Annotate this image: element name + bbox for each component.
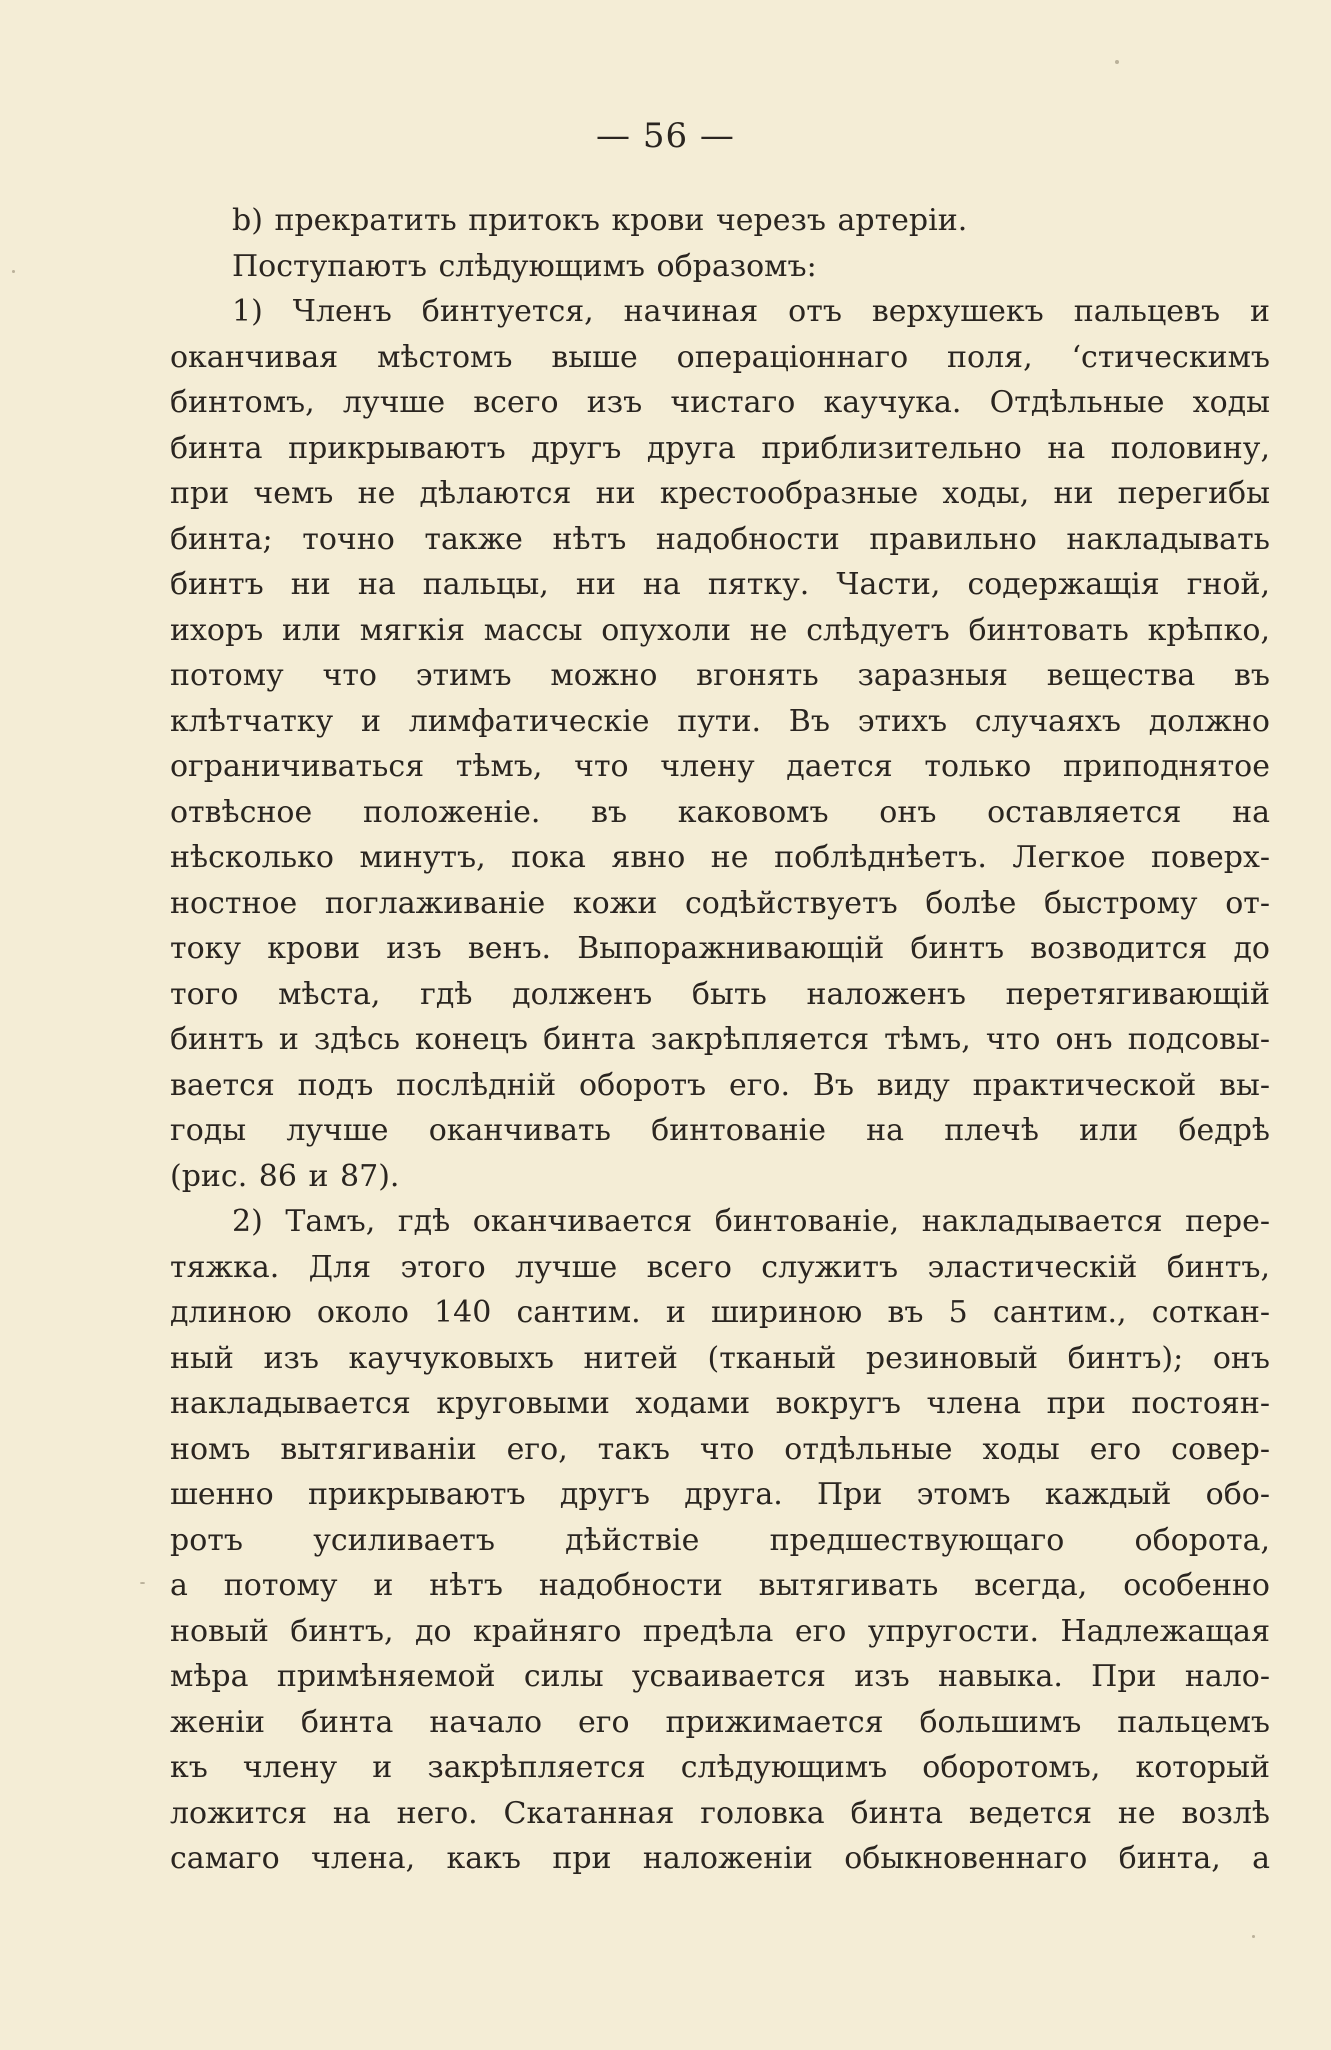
text-line: нѣсколько минутъ, пока явно не поблѣднѣетъ. Легкое поверх- xyxy=(170,840,1270,875)
text-line: b) прекратить притокъ крови черезъ артеріи. xyxy=(232,203,968,238)
body-text xyxy=(170,198,1270,1882)
text-line: ностное поглаживаніе кожи содѣйствуетъ болѣе быстрому от- xyxy=(170,885,1270,921)
text-line: клѣтчатку и лимфатическіе пути. Въ этихъ случаяхъ должно xyxy=(170,703,1270,739)
text-line: отвѣсное положеніе. въ каковомъ онъ оставляется на xyxy=(170,794,1270,830)
text-line: женіи бинта начало его прижимается большимъ пальцемъ xyxy=(170,1704,1270,1740)
text-line: бинта прикрываютъ другъ друга приблизительно на половину, xyxy=(170,430,1270,466)
text-line: бинта; точно также нѣтъ надобности правильно накладывать xyxy=(170,521,1270,557)
text-line: самаго члена, какъ при наложеніи обыкновеннаго бинта, а xyxy=(170,1841,1270,1876)
paper-speck xyxy=(1252,1935,1255,1938)
text-line: бинтъ ни на пальцы, ни на пятку. Части, содержащія гной, xyxy=(170,567,1270,602)
text-line: оканчивая мѣстомъ выше операціоннаго поля, ʻстическимъ xyxy=(170,339,1270,375)
paper-speck xyxy=(12,270,15,273)
text-line: потому что этимъ можно вгонять заразныя вещества въ xyxy=(170,658,1270,693)
text-line: ихоръ или мягкія массы опухоли не слѣдуетъ бинтовать крѣпко, xyxy=(170,612,1270,648)
text-line: длиною около 140 сантим. и шириною въ 5 сантим., соткан- xyxy=(170,1295,1270,1330)
text-line: ограничиваться тѣмъ, что члену дается только приподнятое xyxy=(170,749,1270,784)
text-line: къ члену и закрѣпляется слѣдующимъ оборотомъ, который xyxy=(170,1750,1270,1785)
text-line: того мѣста, гдѣ долженъ быть наложенъ перетягивающій xyxy=(170,976,1270,1012)
text-line: вается подъ послѣдній оборотъ его. Въ виду практической вы- xyxy=(170,1067,1270,1103)
text-line: мѣра примѣняемой силы усваивается изъ навыка. При нало- xyxy=(170,1659,1270,1694)
text-line: бинтъ и здѣсь конецъ бинта закрѣпляется тѣмъ, что онъ подсовы- xyxy=(170,1022,1270,1057)
page-number: — 56 — xyxy=(596,116,735,156)
text-line: ный изъ каучуковыхъ нитей (тканый резиновый бинтъ); онъ xyxy=(170,1340,1270,1376)
text-line: бинтомъ, лучше всего изъ чистаго каучука. Отдѣльные ходы xyxy=(170,385,1270,420)
text-line: (рис. 86 и 87). xyxy=(170,1158,400,1194)
paper-speck xyxy=(140,1582,145,1584)
paper-speck xyxy=(1115,60,1119,64)
text-line: Поступаютъ слѣдующимъ образомъ: xyxy=(232,248,817,284)
text-line: накладывается круговыми ходами вокругъ члена при постоян- xyxy=(170,1386,1270,1421)
text-line: 2) Тамъ, гдѣ оканчивается бинтованіе, накладывается пере- xyxy=(232,1204,1270,1239)
text-line: тяжка. Для этого лучше всего служитъ эластическій бинтъ, xyxy=(170,1249,1270,1285)
text-line: номъ вытягиваніи его, такъ что отдѣльные ходы его совер- xyxy=(170,1431,1270,1467)
text-line: при чемъ не дѣлаются ни крестообразные ходы, ни перегибы xyxy=(170,476,1270,511)
text-line: шенно прикрываютъ другъ друга. При этомъ каждый обо- xyxy=(170,1477,1270,1512)
text-line: 1) Членъ бинтуется, начиная отъ верхушекъ пальцевъ и xyxy=(232,294,1270,329)
text-line: току крови изъ венъ. Выпоражнивающій бинтъ возводится до xyxy=(170,931,1270,966)
text-line: ротъ усиливаетъ дѣйствіе предшествующаго оборота, xyxy=(170,1522,1270,1558)
text-line: ложится на него. Скатанная головка бинта ведется не возлѣ xyxy=(170,1795,1270,1831)
text-line: годы лучше оканчивать бинтованіе на плечѣ или бедрѣ xyxy=(170,1113,1270,1148)
text-line: новый бинтъ, до крайняго предѣла его упругости. Надлежащая xyxy=(170,1613,1270,1649)
text-line: а потому и нѣтъ надобности вытягивать всегда, особенно xyxy=(170,1568,1270,1603)
